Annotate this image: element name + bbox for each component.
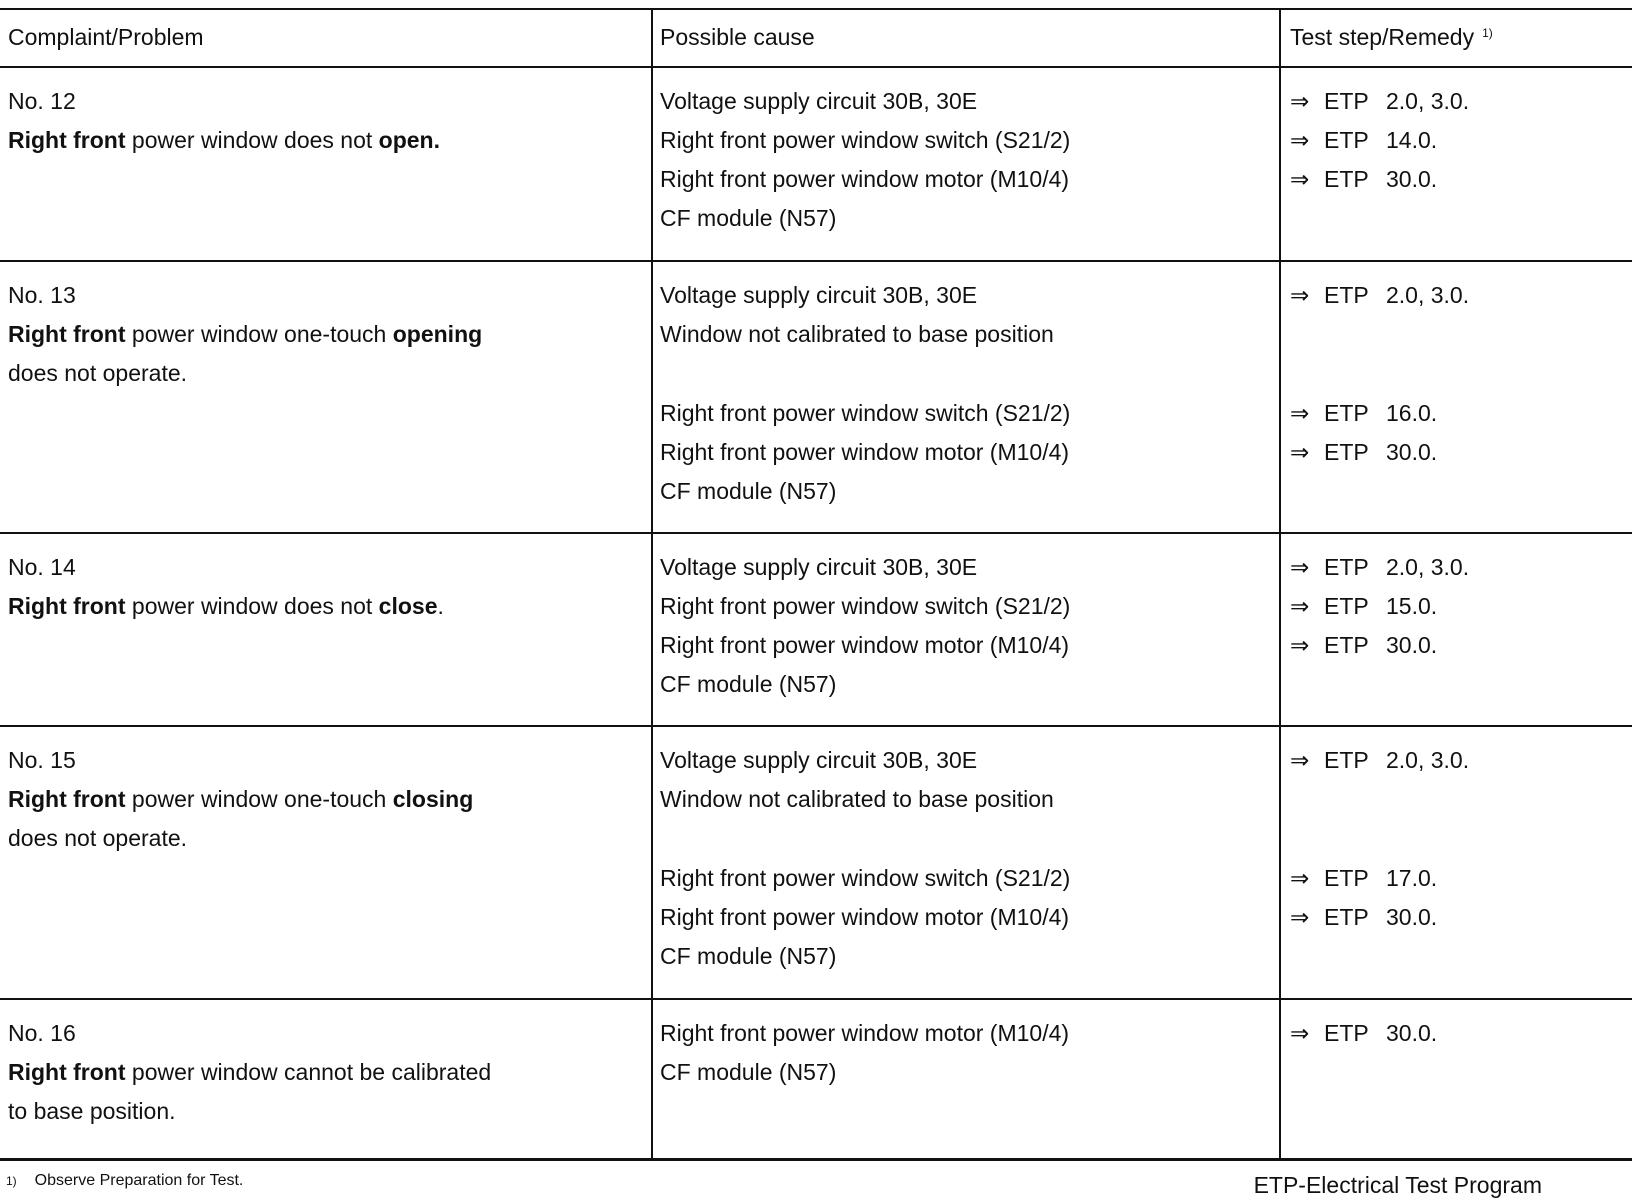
etp-label: ETP — [1324, 632, 1369, 658]
complaint-cell — [8, 548, 444, 626]
cause-item: Right front power window switch (S21/2) — [660, 127, 1071, 153]
arrow-right-icon: ⇒ — [1290, 1020, 1310, 1046]
remedy-item — [1290, 276, 1469, 315]
remedy-cell — [1290, 741, 1469, 780]
complaint-number: No. 12 — [8, 88, 76, 114]
remedy-item — [1290, 82, 1469, 121]
arrow-right-icon: ⇒ — [1290, 127, 1310, 153]
etp-label: ETP — [1324, 747, 1369, 773]
cause-item: Voltage supply circuit 30B, 30E — [660, 88, 978, 114]
etp-label: ETP — [1324, 439, 1369, 465]
complaint-bold-subject: Right front — [8, 321, 126, 347]
table-top-rule — [0, 8, 1632, 10]
cause-item: Window not calibrated to base position — [660, 321, 1054, 347]
cause-item: Right front power window motor (M10/4) — [660, 904, 1070, 930]
footnote-text: Observe Preparation for Test. — [34, 1172, 244, 1189]
etp-label: ETP — [1324, 127, 1369, 153]
complaint-bold-subject: Right front — [8, 593, 126, 619]
complaint-bold-subject: Right front — [8, 786, 126, 812]
etp-label: ETP — [1324, 88, 1369, 114]
remedy-cell — [1290, 859, 1437, 937]
remedy-cell — [1290, 394, 1437, 472]
cause-item: Right front power window motor (M10/4) — [660, 439, 1070, 465]
header-cause: Possible cause — [660, 24, 815, 50]
cause-cell — [660, 1014, 1069, 1092]
complaint-text: power window one-touch — [125, 321, 393, 347]
cause-item: CF module (N57) — [660, 205, 837, 231]
etp-label: ETP — [1324, 400, 1369, 426]
remedy-item — [1290, 1014, 1437, 1053]
footnote-mark: 1) — [1482, 26, 1493, 40]
cause-cell — [660, 82, 1070, 238]
cause-item: CF module (N57) — [660, 943, 837, 969]
complaint-number: No. 13 — [8, 282, 76, 308]
etp-label: ETP — [1324, 865, 1369, 891]
etp-label: ETP — [1324, 282, 1369, 308]
row-divider — [0, 532, 1632, 534]
footnote-number: 1) — [6, 1174, 17, 1188]
cause-item: CF module (N57) — [660, 671, 837, 697]
arrow-right-icon: ⇒ — [1290, 282, 1310, 308]
column-divider-1 — [651, 8, 653, 1160]
complaint-text-end: . — [437, 593, 444, 619]
complaint-description — [8, 315, 482, 354]
cause-cell — [660, 548, 1070, 704]
complaint-bold-action: open. — [378, 127, 441, 153]
complaint-bold-subject: Right front — [8, 1059, 126, 1085]
remedy-item — [1290, 433, 1437, 472]
cause-item: Voltage supply circuit 30B, 30E — [660, 554, 978, 580]
complaint-description — [8, 780, 473, 819]
cause-cell — [660, 394, 1070, 511]
arrow-right-icon: ⇒ — [1290, 439, 1310, 465]
remedy-cell — [1290, 548, 1469, 665]
complaint-description-cont: does not operate. — [8, 360, 188, 386]
cause-item: Right front power window motor (M10/4) — [660, 166, 1070, 192]
test-step-value: 2.0, 3.0. — [1386, 282, 1470, 308]
remedy-item — [1290, 121, 1469, 160]
test-step-value: 16.0. — [1386, 400, 1438, 426]
header-remedy-label: Test step/Remedy — [1290, 24, 1475, 50]
remedy-item — [1290, 548, 1469, 587]
test-step-value: 2.0, 3.0. — [1386, 747, 1470, 773]
complaint-cell — [8, 741, 473, 858]
arrow-right-icon: ⇒ — [1290, 400, 1310, 426]
complaint-text: power window one-touch — [125, 786, 393, 812]
remedy-cell — [1290, 1014, 1437, 1053]
complaint-cell — [8, 1014, 491, 1131]
cause-item: CF module (N57) — [660, 478, 837, 504]
cause-item: Window not calibrated to base position — [660, 786, 1054, 812]
cause-cell — [660, 859, 1070, 976]
test-step-value: 30.0. — [1386, 904, 1438, 930]
cause-item: Right front power window switch (S21/2) — [660, 593, 1071, 619]
complaint-number: No. 15 — [8, 747, 76, 773]
complaint-bold-action: closing — [392, 786, 474, 812]
complaint-description-cont: does not operate. — [8, 825, 188, 851]
complaint-bold-action: close — [378, 593, 438, 619]
cause-cell — [660, 741, 1054, 819]
test-step-value: 30.0. — [1386, 166, 1438, 192]
remedy-item — [1290, 394, 1437, 433]
arrow-right-icon: ⇒ — [1290, 747, 1310, 773]
cause-item: Voltage supply circuit 30B, 30E — [660, 282, 978, 308]
cause-item: Right front power window motor (M10/4) — [660, 1020, 1070, 1046]
complaint-description — [8, 587, 444, 626]
complaint-number: No. 14 — [8, 554, 76, 580]
cause-cell — [660, 276, 1054, 354]
row-divider — [0, 725, 1632, 727]
etp-label: ETP — [1324, 1020, 1369, 1046]
test-step-value: 15.0. — [1386, 593, 1438, 619]
complaint-description — [8, 121, 440, 160]
etp-label: ETP — [1324, 554, 1369, 580]
column-divider-2 — [1279, 8, 1281, 1160]
complaint-text: power window does not — [125, 127, 379, 153]
header-remedy — [1290, 24, 1493, 51]
remedy-item — [1290, 741, 1469, 780]
cause-item: Right front power window switch (S21/2) — [660, 865, 1071, 891]
remedy-item — [1290, 859, 1437, 898]
row-divider — [0, 260, 1632, 262]
etp-label: ETP — [1324, 904, 1369, 930]
test-step-value: 17.0. — [1386, 865, 1438, 891]
arrow-right-icon: ⇒ — [1290, 904, 1310, 930]
cause-item: CF module (N57) — [660, 1059, 837, 1085]
remedy-cell — [1290, 276, 1469, 315]
table-bottom-rule — [0, 1158, 1632, 1161]
complaint-cell — [8, 276, 482, 393]
complaint-text: power window cannot be calibrated — [125, 1059, 492, 1085]
complaint-bold-action: opening — [392, 321, 483, 347]
test-step-value: 14.0. — [1386, 127, 1438, 153]
etp-label: ETP — [1324, 166, 1369, 192]
test-step-value: 30.0. — [1386, 632, 1438, 658]
complaint-cell — [8, 82, 440, 160]
etp-label: ETP — [1324, 593, 1369, 619]
arrow-right-icon: ⇒ — [1290, 554, 1310, 580]
remedy-item — [1290, 160, 1469, 199]
footer-title: ETP-Electrical Test Program — [1253, 1172, 1542, 1198]
test-step-value: 30.0. — [1386, 439, 1438, 465]
arrow-right-icon: ⇒ — [1290, 593, 1310, 619]
remedy-item — [1290, 626, 1469, 665]
arrow-right-icon: ⇒ — [1290, 632, 1310, 658]
row-divider — [0, 998, 1632, 1000]
test-step-value: 30.0. — [1386, 1020, 1438, 1046]
header-complaint: Complaint/Problem — [8, 24, 204, 50]
remedy-item — [1290, 898, 1437, 937]
complaint-bold-subject: Right front — [8, 127, 126, 153]
arrow-right-icon: ⇒ — [1290, 865, 1310, 891]
test-step-value: 2.0, 3.0. — [1386, 554, 1470, 580]
cause-item: Voltage supply circuit 30B, 30E — [660, 747, 978, 773]
remedy-cell — [1290, 82, 1469, 199]
complaint-description-cont: to base position. — [8, 1098, 176, 1124]
cause-item: Right front power window motor (M10/4) — [660, 632, 1070, 658]
complaint-text: power window does not — [125, 593, 379, 619]
arrow-right-icon: ⇒ — [1290, 88, 1310, 114]
footnote — [6, 1172, 243, 1190]
test-step-value: 2.0, 3.0. — [1386, 88, 1470, 114]
remedy-item — [1290, 587, 1469, 626]
header-rule — [0, 66, 1632, 68]
cause-item: Right front power window switch (S21/2) — [660, 400, 1071, 426]
complaint-description — [8, 1053, 491, 1092]
arrow-right-icon: ⇒ — [1290, 166, 1310, 192]
complaint-number: No. 16 — [8, 1020, 76, 1046]
